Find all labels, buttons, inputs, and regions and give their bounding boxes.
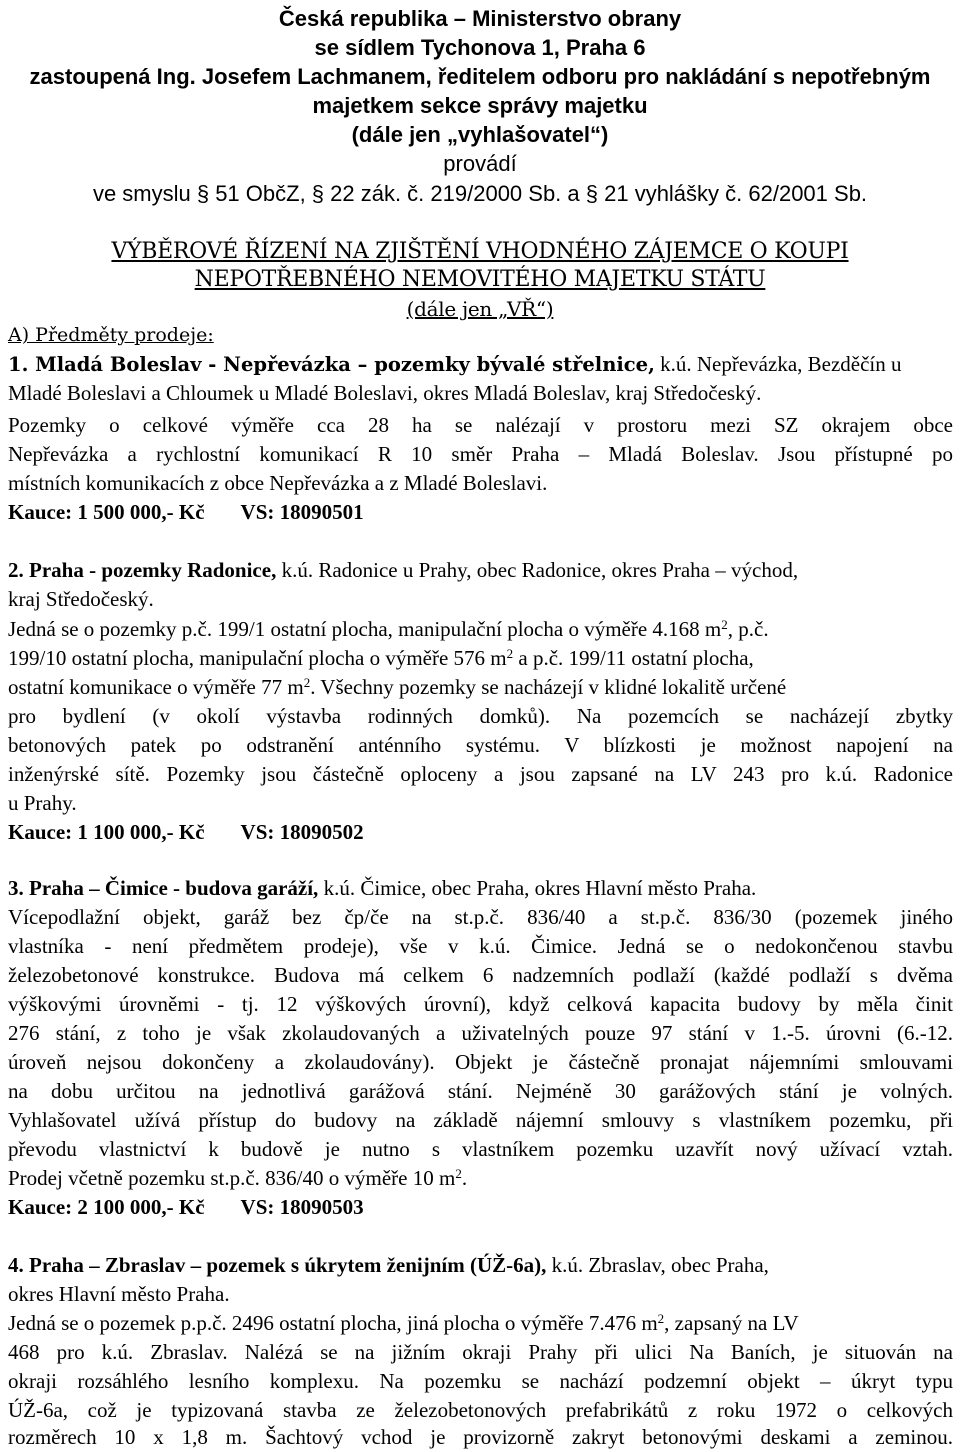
item-1-line-2: Mladé Boleslavi a Chloumek u Mladé Boleslavi, okres Mladá Boleslav, kraj Středočeský. <box>8 381 762 405</box>
item-4-line-2: okres Hlavní město Praha. <box>8 1282 230 1306</box>
variable-symbol: VS: 18090503 <box>240 1195 364 1219</box>
item-4-heading: 4. Praha – Zbraslav – pozemek s úkrytem ženijním (ÚŽ-6a), <box>8 1253 547 1277</box>
item-2-line-3: Jedná se o pozemky p.č. 199/1 ostatní plocha, manipulační plocha o výměře 4.168 $m^2$, p.č. <box>8 617 769 641</box>
item-3-heading: 3. Praha – Čimice - budova garáží, <box>8 876 319 900</box>
header-line-5: (dále jen „vyhlašovatel“) <box>351 122 609 147</box>
item-3-deposit <box>8 1193 953 1221</box>
title-line-1: VÝBĚROVÉ ŘÍZENÍ NA ZJIŠTĚNÍ VHODNÉHO ZÁJEMCE O KOUPI <box>111 239 849 264</box>
item-4-line-1: 4. Praha – Zbraslav – pozemek s úkrytem ženijním (ÚŽ-6a), k.ú. Zbraslav, obec Praha, <box>8 1253 769 1277</box>
item-3-line-1: 3. Praha – Čimice - budova garáží, k.ú. Čimice, obec Praha, okres Hlavní město Praha. <box>8 876 757 900</box>
header-line-2: se sídlem Tychonova 1, Praha 6 <box>314 35 646 60</box>
item-1-line-1: 1. Mladá Boleslav - Nepřevázka – pozemky bývalé střelnice, k.ú. Nepřevázka, Bezděčín u <box>8 352 902 376</box>
title-line-3: (dále jen „VŘ“) <box>406 297 554 321</box>
item-2-line-6: pro bydlení (v okolí výstavba rodinných domků). Na pozemcích se nacházejí zbytky <box>8 704 953 728</box>
item-2-line-4: 199/10 ostatní plocha, manipulační plocha o výměře 576 $m^2$ a p.č. 199/11 ostatní plocha, <box>8 646 754 670</box>
header-line-4: majetkem sekce správy majetku <box>312 93 648 118</box>
deposit-amount: Kauce: 2 100 000,- Kč <box>8 1195 205 1219</box>
item-2-line-1: 2. Praha - pozemky Radonice, k.ú. Radonice u Prahy, obec Radonice, okres Praha – východ, <box>8 558 799 582</box>
section-heading: A) Předměty prodeje: <box>8 324 214 346</box>
item-3-line-2: Vícepodlažní objekt, garáž bez čp/če na st.p.č. 836/40 a st.p.č. 836/30 (pozemek jiného <box>8 905 953 929</box>
item-2-line-2: kraj Středočeský. <box>8 587 154 611</box>
item-1-line-4: Nepřevázka a rychlostní komunikací R 10 směr Praha – Mladá Boleslav. Jsou přístupné po <box>8 442 953 466</box>
item-4-line-6: ÚŽ-6a, což je typizovaná stavba ze železobetonových prefabrikátů z roku 1972 o celkových <box>8 1398 953 1422</box>
item-4-line-7: rozměrech 10 x 1,8 m. Šachtový vchod je provizorně zakryt betonovými deskami a zeminou. <box>8 1425 953 1449</box>
variable-symbol: VS: 18090502 <box>240 820 364 844</box>
item-4-line-3: Jedná se o pozemek p.p.č. 2496 ostatní plocha, jiná plocha o výměře 7.476 $m^2$, zapsaný na LV <box>8 1311 799 1335</box>
header-line-7: ve smyslu § 51 ObčZ, § 22 zák. č. 219/2000 Sb. a § 21 vyhlášky č. 62/2001 Sb. <box>92 181 868 206</box>
item-1-line-3: Pozemky o celkové výměře cca 28 ha se nalézají v prostoru mezi SZ okrajem obce <box>8 413 953 437</box>
item-2-line-7: betonových patek po odstranění anténního systému. V blízkosti je možnost napojení na <box>8 733 953 757</box>
item-1-line-5: místních komunikacích z obce Nepřevázka a z Mladé Boleslavi. <box>8 471 548 495</box>
item-3-line-11: Prodej včetně pozemku st.p.č. 836/40 o výměře 10 $m^2$. <box>8 1166 468 1190</box>
variable-symbol: VS: 18090501 <box>240 500 364 524</box>
item-1-deposit <box>8 498 953 526</box>
item-1-heading: 1. Mladá Boleslav - Nepřevázka – pozemky bývalé střelnice, <box>8 353 655 376</box>
item-3-line-3: vlastníka - není předmětem prodeje), vše v k.ú. Čimice. Jedná se o nedokončenou stavbu <box>8 934 953 958</box>
header-line-6: provádí <box>443 151 517 176</box>
item-4-line-4: 468 pro k.ú. Zbraslav. Nalézá se na jižním okraji Prahy při ulici Na Baních, je situován na <box>8 1340 953 1364</box>
item-2-line-9: u Prahy. <box>8 791 77 815</box>
title-line-2: NEPOTŘEBNÉHO NEMOVITÉHO MAJETKU STÁTU <box>194 267 766 292</box>
item-2-deposit <box>8 818 953 846</box>
item-3-line-10: převodu vlastnictví k budově je nutno s vlastníkem pozemku uzavřít nový užívací vztah. <box>8 1137 953 1161</box>
item-2-heading: 2. Praha - pozemky Radonice, <box>8 558 277 582</box>
item-3-line-9: Vyhlašovatel užívá přístup do budovy na základě nájemní smlouvy s vlastníkem pozemku, při <box>8 1108 953 1132</box>
item-3-line-6: 276 stání, z toho je však zkolaudovaných a uživatelných pouze 97 stání v 1.-5. úrovni (6.-12. <box>8 1021 953 1045</box>
deposit-amount: Kauce: 1 100 000,- Kč <box>8 820 205 844</box>
header-line-1: Česká republika – Ministerstvo obrany <box>278 6 682 31</box>
item-3-line-5: výškovými úrovněmi - tj. 12 výškových úrovní), když celková kapacita budovy by měla činit <box>8 992 953 1016</box>
item-2-line-8: inženýrské sítě. Pozemky jsou částečně oploceny a jsou zapsané na LV 243 pro k.ú. Radonice <box>8 762 953 786</box>
item-3-line-4: železobetonové konstrukce. Budova má celkem 6 nadzemních podlaží (každé podlaží s dvěma <box>8 963 953 987</box>
item-3-line-8: na dobu určitou na jednotlivá garážová stání. Nejméně 30 garážových stání je volných. <box>8 1079 953 1103</box>
header-line-3: zastoupená Ing. Josefem Lachmanem, ředitelem odboru pro nakládání s nepotřebným <box>29 64 931 89</box>
item-4-line-5: okraji rozsáhlého lesního komplexu. Na pozemku se nachází podzemní objekt – úkryt typu <box>8 1369 953 1393</box>
item-3-line-7: úroveň nejsou dokončeny a zkolaudovány). Objekt je částečně pronajat nájemními smlouvami <box>8 1050 953 1074</box>
deposit-amount: Kauce: 1 500 000,- Kč <box>8 500 205 524</box>
item-2-line-5: ostatní komunikace o výměře 77 $m^2$. Všechny pozemky se nacházejí v klidné lokalitě určené <box>8 675 787 699</box>
